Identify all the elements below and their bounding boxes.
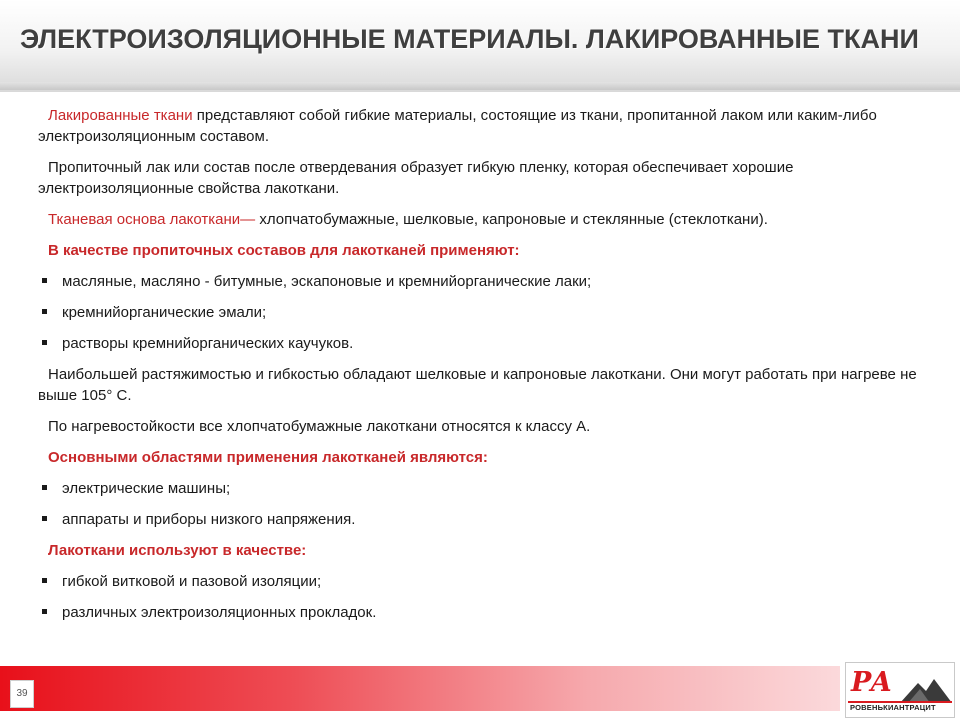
list-item-text: растворы кремнийорганических каучуков. [62,335,354,352]
term-fabric-base: Тканевая основа лакоткани— [48,211,256,228]
slide-body [38,105,918,633]
slide-header [0,0,960,92]
paragraph-definition [38,105,918,147]
paragraph-fabric-base [38,209,918,230]
logo-caption: РОВЕНЬКИАНТРАЦИТ [850,703,936,712]
definition-text: представляют собой гибкие материалы, состоящие из ткани, пропитанной лаком или каким-либо электроизоляционным составом. [38,107,877,145]
paragraph-heat-class: По нагревостойкости все хлопчатобумажные лакоткани относятся к классу А. [48,418,591,435]
footer-bar [0,666,840,711]
bullet-icon [42,609,47,614]
bullet-icon [42,340,47,345]
list-item-text: различных электроизоляционных прокладок. [62,604,377,621]
bullet-icon [42,278,47,283]
list-item [38,602,918,623]
slide-title: ЭЛЕКТРОИЗОЛЯЦИОННЫЕ МАТЕРИАЛЫ. ЛАКИРОВАННЫЕ ТКАНИ [20,24,919,54]
company-logo [845,662,955,718]
list-item-text: кремнийорганические эмали; [62,304,267,321]
bullet-icon [42,485,47,490]
paragraph-elasticity: Наибольшей растяжимостью и гибкостью обладают шелковые и капроновые лакоткани. Они могут работать при нагреве не выше 105° С. [38,366,917,404]
logo-mark: РА [851,667,892,698]
term-lacquered-fabrics: Лакированные ткани [48,107,193,124]
heading-application-areas: Основными областями применения лакотканей являются: [48,449,488,466]
bullet-icon [42,516,47,521]
list-item [38,302,918,323]
bullet-icon [42,578,47,583]
list-item-text: аппараты и приборы низкого напряжения. [62,511,356,528]
header-divider [0,82,960,90]
list-item [38,271,918,292]
list-item-text: электрические машины; [62,480,231,497]
page-number: 39 [10,680,34,708]
paragraph-impregnation: Пропиточный лак или состав после отвердевания образует гибкую пленку, которая обеспечивает хорошие электроизоляционные свойства лакоткани. [38,159,794,197]
list-item [38,333,918,354]
list-item-text: гибкой витковой и пазовой изоляции; [62,573,322,590]
list-item [38,571,918,592]
heading-usage: Лакоткани используют в качестве: [48,542,307,559]
list-item [38,478,918,499]
fabric-base-text: хлопчатобумажные, шелковые, капроновые и стеклянные (стеклоткани). [255,211,768,228]
bullet-icon [42,309,47,314]
list-item [38,509,918,530]
list-item-text: масляные, масляно - битумные, эскапоновые и кремнийорганические лаки; [62,273,592,290]
heading-impregnating-compounds: В качестве пропиточных составов для лакотканей применяют: [48,242,520,259]
